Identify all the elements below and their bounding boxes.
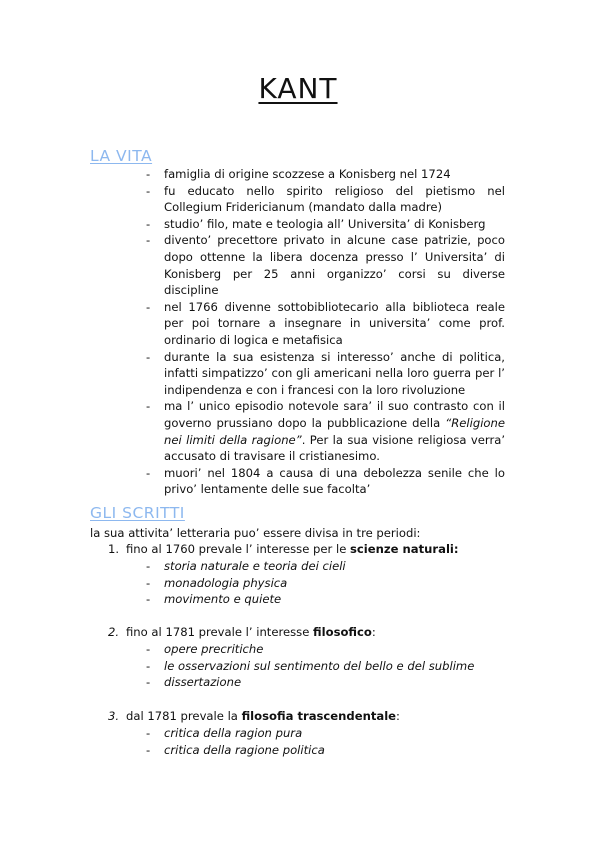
period-focus: filosofia trascendentale: [241, 709, 397, 723]
list-item: [146, 398, 505, 464]
works-list-1: [146, 558, 346, 608]
work-item: - opere precritiche: [146, 641, 474, 658]
work-item: - monadologia physica: [146, 575, 346, 592]
section-heading-scritti: GLI SCRITTI: [90, 504, 185, 522]
period-2: [108, 624, 376, 641]
list-item: - nel 1766 divenne sottobibliotecario alla biblioteca reale per poi tornare a insegnare in universita’ come prof. ordinario di logica e metafisica: [146, 299, 505, 349]
scritti-intro: la sua attivita’ letteraria puo’ essere divisa in tre periodi:: [90, 526, 421, 540]
period-number: 3.: [108, 709, 120, 723]
section-heading-vita: LA VITA: [90, 147, 153, 165]
list-item: - divento’ precettore privato in alcune case patrizie, poco dopo ottenne la libera docenza presso l’ Universita’ di Konisberg per 25 anni organizzo’ corsi su diverse discipline: [146, 232, 505, 298]
period-text: dal 1781 prevale la: [126, 709, 242, 723]
list-item: - famiglia di origine scozzese a Konisberg nel 1724: [146, 166, 505, 183]
list-item: - fu educato nello spirito religioso del pietismo nel Collegium Fridericianum (mandato dalla madre): [146, 183, 505, 216]
period-number: 1.: [108, 542, 120, 556]
work-item: - movimento e quiete: [146, 591, 346, 608]
period-suffix: :: [371, 625, 376, 639]
period-1: [108, 541, 459, 558]
period-3: [108, 708, 400, 725]
page-title: [0, 72, 596, 105]
book-title: “Religione nei limiti della ragione”: [164, 415, 505, 447]
work-item: - dissertazione: [146, 674, 474, 691]
work-item: - critica della ragione politica: [146, 742, 325, 759]
list-item: - studio’ filo, mate e teologia all’ Universita’ di Konisberg: [146, 216, 505, 233]
period-suffix: :: [453, 542, 459, 556]
title-text: KANT: [258, 72, 338, 105]
period-text: fino al 1781 prevale l’ interesse: [126, 625, 314, 639]
item-text: ma l’ unico episodio notevole sara’ il suo contrasto con il governo prussiano dopo la pubblicazione della: [164, 399, 505, 430]
period-focus: filosofico: [313, 625, 372, 639]
works-list-2: [146, 641, 474, 691]
work-item: - storia naturale e teoria dei cieli: [146, 558, 346, 575]
item-text: . Per la sua visione religiosa verra’ accusato di travisare il cristianesimo.: [164, 432, 506, 464]
period-text: fino al 1760 prevale l’ interesse per le: [126, 542, 351, 556]
work-item: - le osservazioni sul sentimento del bello e del sublime: [146, 658, 474, 675]
list-item: - muori’ nel 1804 a causa di una debolezza senile che lo privo’ lentamente delle sue facolta’: [146, 465, 505, 498]
work-item: - critica della ragion pura: [146, 725, 325, 742]
period-focus: scienze naturali: [350, 542, 454, 556]
period-suffix: :: [396, 709, 400, 723]
vita-list: [146, 166, 505, 498]
period-number: 2.: [108, 625, 120, 639]
list-item: - durante la sua esistenza si interesso’ anche di politica, infatti simpatizzo’ con gli americani nella loro guerra per l’ indipendenza e con i francesi con la loro rivoluzione: [146, 349, 505, 399]
works-list-3: [146, 725, 325, 758]
